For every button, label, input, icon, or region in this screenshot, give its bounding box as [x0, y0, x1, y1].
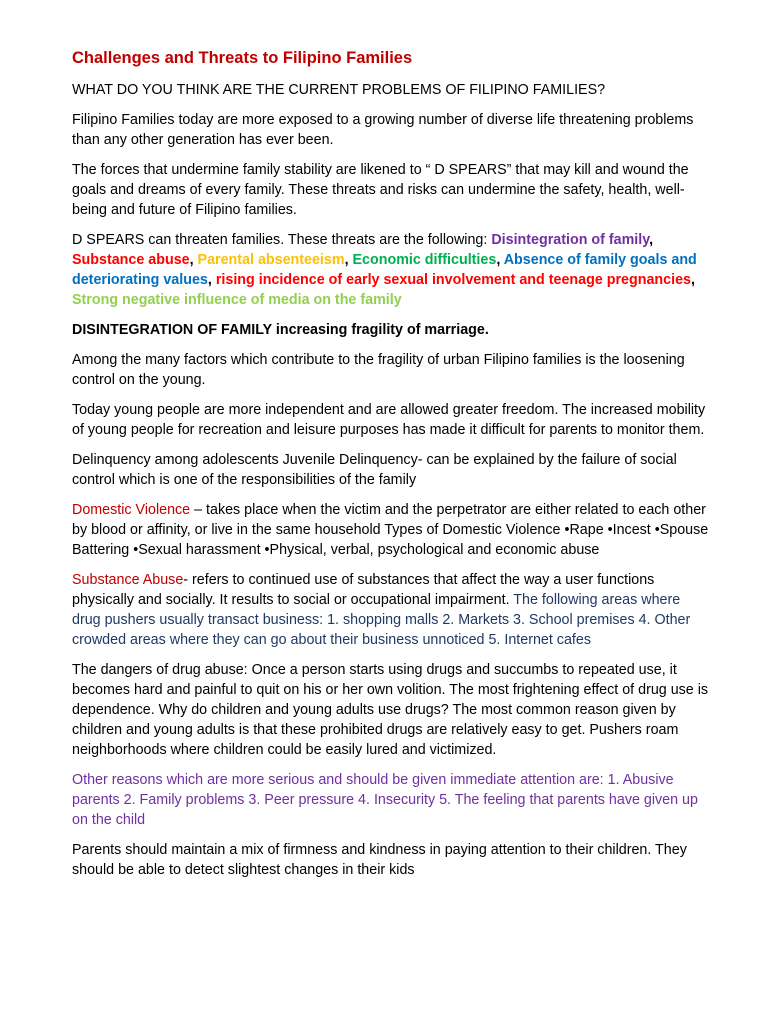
substance-abuse-text: - refers to continued use of substances that affect the way a user functions physically and socially. It results to social or occupational impairment. — [72, 572, 655, 608]
separator: , — [690, 272, 695, 288]
factors-paragraph: Among the many factors which contribute to the fragility of urban Filipino families is the loosening control on the young. — [72, 352, 685, 388]
separator: , — [189, 252, 198, 268]
domestic-violence-text: – takes place when the victim and the perpetrator are either related to each other by blood or affinity, or live in the same household Types of Domestic Violence •Rape •Incest •Spouse Battering •Sexual harassment •Physical, verbal, psychological and economic abuse — [72, 502, 709, 558]
dspears-paragraph — [72, 230, 712, 310]
threat-early-sexual-involvement: rising incidence of early sexual involvement and teenage pregnancies — [215, 272, 691, 288]
document-title: Challenges and Threats to Filipino Families — [72, 49, 413, 67]
parents-paragraph: Parents should maintain a mix of firmness and kindness in paying attention to their children. They should be able to detect slightest changes in their kids — [72, 842, 687, 878]
separator: , — [344, 252, 353, 268]
domestic-violence-label: Domestic Violence — [72, 502, 191, 518]
threat-substance-abuse: Substance abuse — [72, 252, 190, 268]
intro-paragraph: Filipino Families today are more exposed to a growing number of diverse life threatening problems than any other generation has ever been. — [72, 112, 694, 148]
dspears-lead: D SPEARS can threaten families. These threats are the following: — [72, 232, 492, 248]
threat-disintegration: Disintegration of family — [491, 232, 650, 248]
document-body — [72, 48, 712, 890]
threat-parental-absenteeism: Parental absenteeism — [197, 252, 345, 268]
domestic-violence-paragraph — [72, 500, 712, 560]
disintegration-heading: DISINTEGRATION OF FAMILY increasing fragility of marriage. — [72, 322, 489, 338]
drug-areas-list: The following areas where drug pushers usually transact business: 1. shopping malls 2. Markets 3. School premises 4. Other crowded areas where they can go about their business unnoticed 5. Internet cafes — [72, 592, 691, 648]
today-paragraph: Today young people are more independent and are allowed greater freedom. The increased mobility of young people for recreation and leisure purposes has made it difficult for parents to monitor them. — [72, 402, 706, 438]
delinquency-paragraph: Delinquency among adolescents Juvenile Delinquency- can be explained by the failure of social control which is one of the responsibilities of the family — [72, 452, 677, 488]
threat-media-influence: Strong negative influence of media on the family — [72, 292, 402, 308]
dangers-paragraph: The dangers of drug abuse: Once a person starts using drugs and succumbs to repeated use, it becomes hard and painful to quit on his or her own volition. The most frightening effect of drug use is dependence. Why do children and young adults use drugs? The most common reason given by children and young adults is that these prohibited drugs are relatively easy to get. Pushers roam neighborhoods where children could be easily lured and victimized. — [72, 662, 709, 758]
substance-abuse-label: Substance Abuse — [72, 572, 184, 588]
question-paragraph: WHAT DO YOU THINK ARE THE CURRENT PROBLEMS OF FILIPINO FAMILIES? — [72, 82, 606, 98]
forces-paragraph: The forces that undermine family stability are likened to “ D SPEARS” that may kill and wound the goals and dreams of every family. These threats and risks can undermine the safety, health, well-being and future of Filipino families. — [72, 162, 689, 218]
substance-abuse-paragraph — [72, 570, 712, 650]
separator: , — [207, 272, 216, 288]
other-reasons-paragraph: Other reasons which are more serious and should be given immediate attention are: 1. Abusive parents 2. Family problems 3. Peer pressure 4. Insecurity 5. The feeling that parents have given up on the child — [72, 772, 698, 828]
separator: , — [496, 252, 504, 268]
threat-absence-of-goals: Absence of family goals and deteriorating values — [72, 252, 697, 288]
threat-economic-difficulties: Economic difficulties — [352, 252, 497, 268]
separator: , — [649, 232, 654, 248]
